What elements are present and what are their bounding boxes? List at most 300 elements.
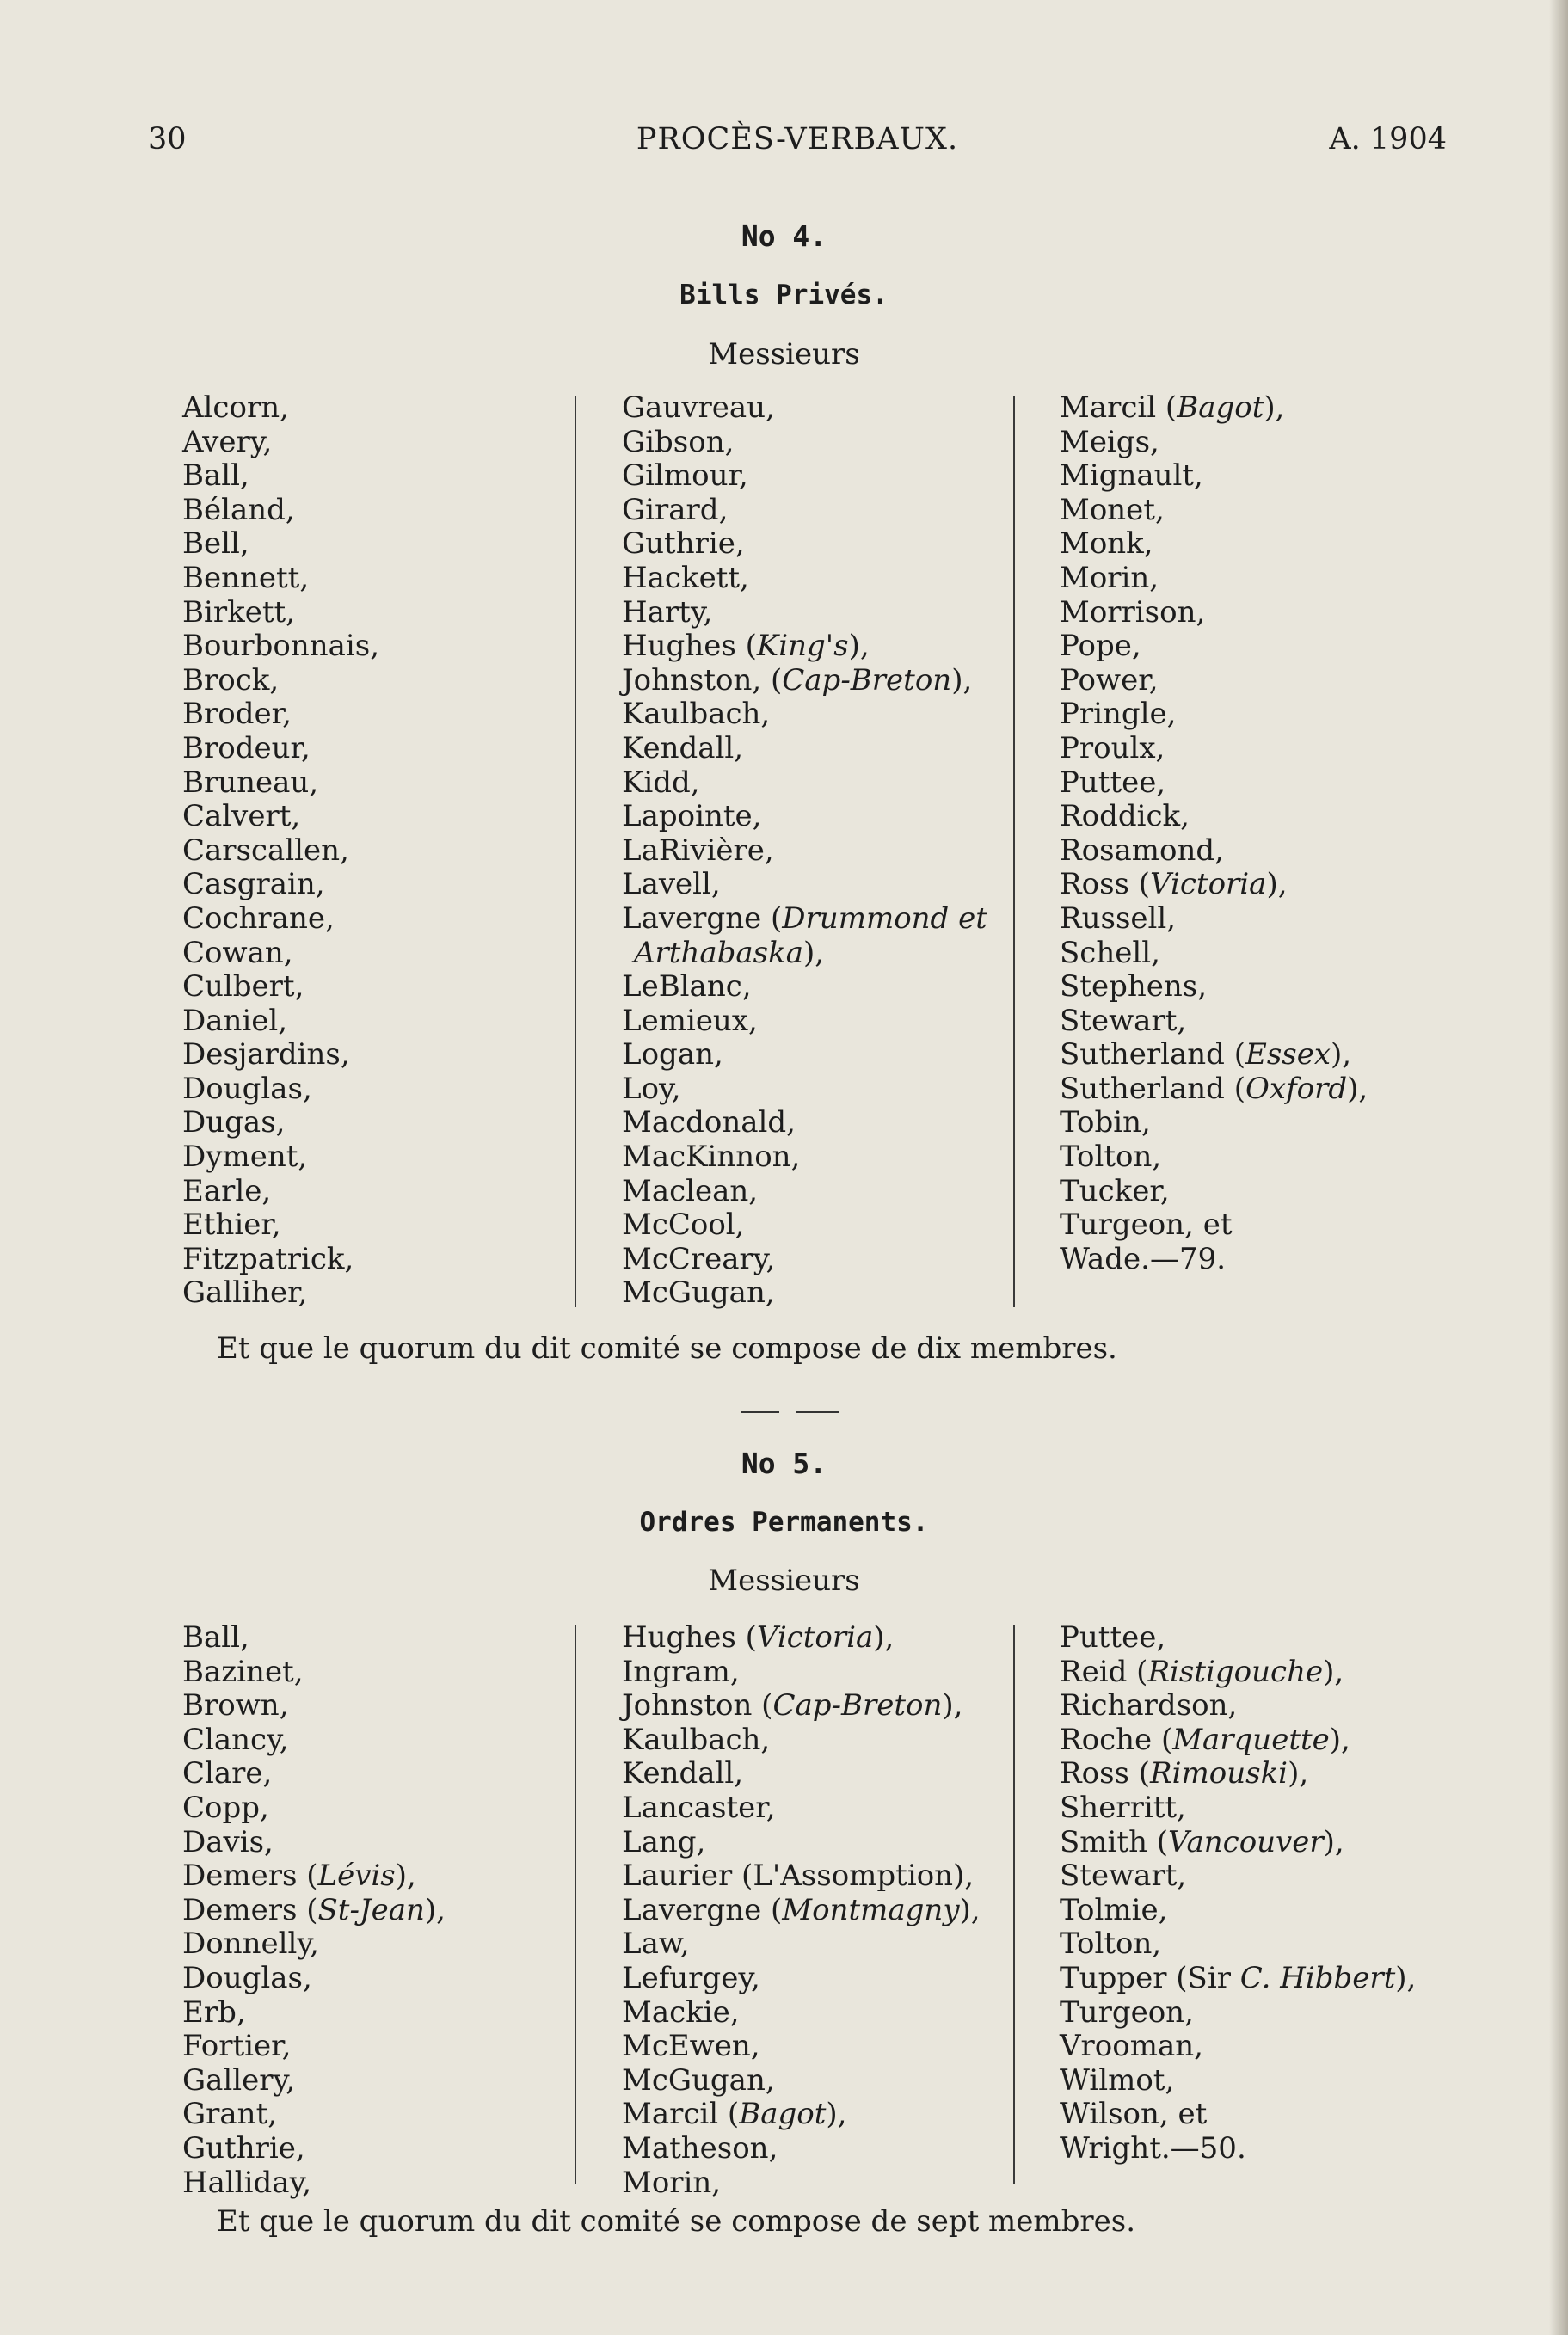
member-name bbox=[1060, 1859, 1416, 1894]
member-name bbox=[1060, 1621, 1416, 1656]
riding-qualifier: Oxford bbox=[1245, 1071, 1348, 1106]
member-surname: Marcil ( bbox=[622, 2097, 740, 2132]
member-surname: Casgrain, bbox=[182, 867, 325, 902]
member-name bbox=[182, 2132, 446, 2166]
riding-qualifier: Lévis bbox=[317, 1859, 396, 1894]
member-surname: Kidd, bbox=[622, 765, 700, 800]
member-surname: Meigs, bbox=[1060, 424, 1159, 459]
member-name bbox=[622, 1996, 981, 2031]
member-name bbox=[182, 391, 379, 426]
punctuation: ), bbox=[951, 662, 973, 697]
punctuation: ), bbox=[959, 1892, 981, 1927]
member-surname: Guthrie, bbox=[622, 526, 745, 562]
member-surname: Law, bbox=[622, 1926, 690, 1962]
member-name bbox=[622, 527, 987, 562]
member-surname: Ethier, bbox=[182, 1207, 281, 1243]
member-surname: Bazinet, bbox=[182, 1654, 304, 1689]
member-surname: Brock, bbox=[182, 662, 280, 697]
member-name bbox=[182, 1962, 446, 1996]
member-name bbox=[622, 800, 987, 834]
member-name bbox=[622, 937, 987, 971]
member-name bbox=[622, 697, 987, 732]
member-surname: Lavergne ( bbox=[622, 1892, 783, 1927]
member-name bbox=[182, 2098, 446, 2132]
member-surname: Cowan, bbox=[182, 935, 293, 970]
riding-qualifier: Cap-Breton bbox=[782, 662, 952, 697]
member-name bbox=[1060, 426, 1368, 460]
member-column-3 bbox=[1060, 391, 1368, 1276]
member-name bbox=[622, 1724, 981, 1758]
member-name bbox=[1060, 1689, 1416, 1724]
member-surname: Mignault, bbox=[1060, 458, 1203, 494]
member-name bbox=[622, 2030, 981, 2064]
riding-qualifier: Arthabaska bbox=[634, 935, 803, 970]
member-name bbox=[182, 1106, 379, 1140]
member-name bbox=[182, 800, 379, 834]
member-name bbox=[182, 2064, 446, 2098]
running-title: PROCÈS-VERBAUX. bbox=[636, 122, 959, 157]
member-name bbox=[622, 2166, 981, 2201]
member-surname: Lavergne ( bbox=[622, 900, 783, 936]
member-column-2 bbox=[622, 1621, 981, 2200]
riding-qualifier: Rimouski bbox=[1150, 1756, 1288, 1791]
member-name bbox=[1060, 868, 1368, 902]
riding-qualifier: Victoria bbox=[756, 1620, 874, 1655]
quorum-statement: Et que le quorum du dit comité se compose de dix membres. bbox=[217, 1331, 1117, 1366]
punctuation: ), bbox=[942, 1688, 963, 1724]
member-surname: Schell, bbox=[1060, 935, 1160, 970]
member-name bbox=[182, 1140, 379, 1175]
member-name bbox=[1060, 2064, 1416, 2098]
member-surname: Kaulbach, bbox=[622, 697, 771, 732]
member-surname: Sherritt, bbox=[1060, 1790, 1186, 1825]
section-subheading: Messieurs bbox=[708, 337, 860, 372]
member-name bbox=[1060, 596, 1368, 630]
riding-qualifier: Montmagny bbox=[782, 1892, 960, 1927]
member-name bbox=[622, 1106, 987, 1140]
member-surname: Stewart, bbox=[1060, 1859, 1187, 1894]
member-name bbox=[182, 1038, 379, 1072]
member-surname: Morin, bbox=[622, 2165, 722, 2200]
member-column-1 bbox=[182, 391, 379, 1311]
member-surname: Tolton, bbox=[1060, 1140, 1162, 1175]
member-column-1 bbox=[182, 1621, 446, 2200]
column-divider bbox=[575, 1625, 576, 2184]
punctuation: ), bbox=[424, 1892, 446, 1927]
punctuation: ), bbox=[1266, 867, 1288, 902]
punctuation: ), bbox=[873, 1620, 895, 1655]
member-surname: Fortier, bbox=[182, 2029, 292, 2064]
member-surname: Douglas, bbox=[182, 1071, 312, 1106]
member-name bbox=[1060, 1243, 1368, 1277]
member-surname: Tobin, bbox=[1060, 1105, 1151, 1140]
member-name bbox=[182, 1757, 446, 1791]
member-surname: Alcorn, bbox=[182, 390, 289, 425]
member-surname: Copp, bbox=[182, 1790, 269, 1825]
column-divider bbox=[575, 396, 576, 1307]
header-year: A. 1904 bbox=[1329, 122, 1447, 157]
member-surname: Douglas, bbox=[182, 1960, 312, 1995]
member-name bbox=[182, 1894, 446, 1928]
member-name bbox=[182, 902, 379, 937]
member-name bbox=[622, 1927, 981, 1962]
member-surname: Wilmot, bbox=[1060, 2062, 1175, 2098]
member-name bbox=[622, 459, 987, 494]
member-surname: LeBlanc, bbox=[622, 969, 752, 1005]
member-surname: Avery, bbox=[182, 424, 273, 459]
member-surname: Morrison, bbox=[1060, 594, 1206, 630]
member-surname: Stephens, bbox=[1060, 969, 1208, 1005]
member-surname: Monk, bbox=[1060, 526, 1153, 562]
member-surname: Lavell, bbox=[622, 867, 721, 902]
member-name bbox=[622, 732, 987, 766]
member-name bbox=[1060, 2132, 1416, 2166]
member-surname: Lapointe, bbox=[622, 799, 762, 834]
member-name bbox=[622, 562, 987, 596]
member-name bbox=[182, 1005, 379, 1039]
section-number: No 4. bbox=[741, 219, 827, 253]
member-surname: Marcil ( bbox=[1060, 390, 1178, 425]
riding-qualifier: Bagot bbox=[1177, 390, 1264, 425]
member-surname: Macdonald, bbox=[622, 1105, 796, 1140]
member-surname: Earle, bbox=[182, 1173, 272, 1208]
riding-qualifier: Marquette bbox=[1172, 1722, 1330, 1757]
page-number: 30 bbox=[148, 122, 187, 157]
member-surname: Puttee, bbox=[1060, 765, 1166, 800]
member-surname: Matheson, bbox=[622, 2130, 778, 2166]
member-name bbox=[622, 2132, 981, 2166]
section-separator bbox=[741, 1411, 779, 1413]
member-surname: Kendall, bbox=[622, 1756, 744, 1791]
member-surname: Wade.—79. bbox=[1060, 1241, 1227, 1276]
member-name bbox=[622, 1689, 981, 1724]
member-name bbox=[182, 2030, 446, 2064]
punctuation: ), bbox=[1288, 1756, 1309, 1791]
member-name bbox=[622, 868, 987, 902]
column-divider bbox=[1013, 1625, 1015, 2184]
punctuation: ), bbox=[1347, 1071, 1368, 1106]
member-surname: Tupper (Sir bbox=[1060, 1960, 1240, 1995]
member-surname: Demers ( bbox=[182, 1859, 318, 1894]
member-name bbox=[182, 494, 379, 528]
member-surname: MacKinnon, bbox=[622, 1140, 801, 1175]
member-surname: Tolmie, bbox=[1060, 1892, 1168, 1927]
member-surname: Puttee, bbox=[1060, 1620, 1166, 1655]
member-name bbox=[622, 1038, 987, 1072]
member-name bbox=[182, 1621, 446, 1656]
punctuation: ), bbox=[1395, 1960, 1417, 1995]
member-surname: Cochrane, bbox=[182, 900, 335, 936]
punctuation: ), bbox=[803, 935, 825, 970]
member-surname: Lang, bbox=[622, 1824, 706, 1859]
member-name bbox=[1060, 766, 1368, 801]
member-name bbox=[622, 1072, 987, 1107]
member-column-2 bbox=[622, 391, 987, 1311]
member-surname: McCreary, bbox=[622, 1241, 776, 1276]
member-surname: Gallery, bbox=[182, 2062, 296, 2098]
member-name bbox=[182, 970, 379, 1005]
member-surname: Galliher, bbox=[182, 1275, 308, 1311]
member-surname: Roche ( bbox=[1060, 1722, 1173, 1757]
member-surname: Pringle, bbox=[1060, 697, 1177, 732]
member-name bbox=[622, 1791, 981, 1826]
member-surname: Pope, bbox=[1060, 629, 1141, 664]
member-surname: Calvert, bbox=[182, 799, 301, 834]
member-surname: Ross ( bbox=[1060, 1756, 1151, 1791]
member-name bbox=[1060, 834, 1368, 869]
member-name bbox=[182, 697, 379, 732]
member-surname: Ingram, bbox=[622, 1654, 740, 1689]
member-surname: Dugas, bbox=[182, 1105, 286, 1140]
member-surname: Rosamond, bbox=[1060, 833, 1224, 868]
section-number: No 5. bbox=[741, 1447, 827, 1480]
member-surname: Ross ( bbox=[1060, 867, 1151, 902]
member-name bbox=[182, 562, 379, 596]
member-surname: Gibson, bbox=[622, 424, 735, 459]
member-name bbox=[1060, 664, 1368, 698]
member-surname: Clancy, bbox=[182, 1722, 289, 1757]
member-surname: Vrooman, bbox=[1060, 2029, 1203, 2064]
member-name bbox=[1060, 1791, 1416, 1826]
page-header bbox=[148, 122, 1447, 165]
punctuation: ), bbox=[1323, 1654, 1344, 1689]
member-name bbox=[1060, 2030, 1416, 2064]
member-name bbox=[622, 2098, 981, 2132]
member-surname: Lefurgey, bbox=[622, 1960, 760, 1995]
riding-qualifier: C. Hibbert bbox=[1239, 1960, 1396, 1995]
member-name bbox=[1060, 1996, 1416, 2031]
member-surname: Girard, bbox=[622, 492, 729, 527]
member-name bbox=[182, 1656, 446, 1690]
member-name bbox=[182, 1276, 379, 1311]
member-name bbox=[622, 630, 987, 664]
member-name bbox=[622, 1243, 987, 1277]
member-name bbox=[182, 1859, 446, 1894]
member-surname: Ball, bbox=[182, 1620, 249, 1655]
member-name bbox=[1060, 1826, 1416, 1860]
member-surname: Loy, bbox=[622, 1071, 681, 1106]
member-name bbox=[182, 1826, 446, 1860]
member-name bbox=[182, 2166, 446, 2201]
member-name bbox=[182, 1208, 379, 1243]
member-name bbox=[182, 1072, 379, 1107]
member-surname: Hughes ( bbox=[622, 629, 757, 664]
member-name bbox=[622, 902, 987, 937]
punctuation: ), bbox=[1331, 1037, 1352, 1072]
member-surname: Hackett, bbox=[622, 560, 749, 595]
member-name bbox=[622, 1621, 981, 1656]
member-surname: Turgeon, et bbox=[1060, 1207, 1233, 1243]
member-name bbox=[182, 1927, 446, 1962]
member-name bbox=[1060, 697, 1368, 732]
punctuation: ), bbox=[826, 2097, 847, 2132]
member-surname: Maclean, bbox=[622, 1173, 759, 1208]
member-name bbox=[1060, 1656, 1416, 1690]
punctuation: ), bbox=[848, 629, 870, 664]
riding-qualifier: Essex bbox=[1245, 1037, 1331, 1072]
member-surname: Gilmour, bbox=[622, 458, 748, 494]
member-surname: Lemieux, bbox=[622, 1003, 758, 1038]
quorum-statement: Et que le quorum du dit comité se compose de sept membres. bbox=[217, 2204, 1136, 2239]
member-name bbox=[622, 1140, 987, 1175]
member-surname: Tucker, bbox=[1060, 1173, 1170, 1208]
member-column-3 bbox=[1060, 1621, 1416, 2166]
member-name bbox=[622, 766, 987, 801]
member-name bbox=[622, 391, 987, 426]
section-title: Bills Privés. bbox=[679, 280, 889, 310]
member-name bbox=[622, 1826, 981, 1860]
member-surname: Kaulbach, bbox=[622, 1722, 771, 1757]
member-name bbox=[1060, 459, 1368, 494]
member-surname: Morin, bbox=[1060, 560, 1159, 595]
riding-qualifier: Ristigouche bbox=[1147, 1654, 1324, 1689]
section-title: Ordres Permanents. bbox=[639, 1507, 929, 1538]
member-surname: McCool, bbox=[622, 1207, 745, 1243]
member-surname: Harty, bbox=[622, 594, 713, 630]
member-surname: Wright.—50. bbox=[1060, 2130, 1246, 2166]
member-surname: Gauvreau, bbox=[622, 390, 775, 425]
member-name bbox=[1060, 1724, 1416, 1758]
member-name bbox=[182, 732, 379, 766]
member-name bbox=[182, 766, 379, 801]
member-name bbox=[1060, 1072, 1368, 1107]
member-surname: Demers ( bbox=[182, 1892, 318, 1927]
member-name bbox=[182, 834, 379, 869]
member-name bbox=[182, 1243, 379, 1277]
member-name bbox=[622, 1894, 981, 1928]
member-name bbox=[1060, 494, 1368, 528]
section-subheading: Messieurs bbox=[708, 1564, 860, 1598]
member-surname: Carscallen, bbox=[182, 833, 349, 868]
member-surname: Guthrie, bbox=[182, 2130, 305, 2166]
member-name bbox=[182, 630, 379, 664]
member-surname: Kendall, bbox=[622, 730, 744, 765]
member-name bbox=[182, 1689, 446, 1724]
member-surname: Turgeon, bbox=[1060, 1994, 1194, 2030]
member-name bbox=[1060, 1038, 1368, 1072]
member-name bbox=[622, 2064, 981, 2098]
member-surname: Russell, bbox=[1060, 900, 1177, 936]
member-surname: McGugan, bbox=[622, 1275, 775, 1311]
member-name bbox=[1060, 1962, 1416, 1996]
member-name bbox=[1060, 630, 1368, 664]
riding-qualifier: Cap-Breton bbox=[772, 1688, 943, 1724]
riding-qualifier: Vancouver bbox=[1168, 1824, 1324, 1859]
member-name bbox=[1060, 937, 1368, 971]
punctuation: ), bbox=[1323, 1824, 1344, 1859]
member-name bbox=[622, 970, 987, 1005]
member-name bbox=[1060, 1175, 1368, 1209]
member-surname: Bennett, bbox=[182, 560, 310, 595]
member-surname: Clare, bbox=[182, 1756, 273, 1791]
member-surname: Lancaster, bbox=[622, 1790, 776, 1825]
riding-qualifier: St-Jean bbox=[317, 1892, 425, 1927]
member-surname: Culbert, bbox=[182, 969, 304, 1005]
member-surname: Reid ( bbox=[1060, 1654, 1148, 1689]
member-name bbox=[622, 1656, 981, 1690]
member-surname: Béland, bbox=[182, 492, 295, 527]
member-surname: LaRivière, bbox=[622, 833, 774, 868]
member-name bbox=[182, 1791, 446, 1826]
member-surname: Donnelly, bbox=[182, 1926, 319, 1962]
member-name bbox=[182, 596, 379, 630]
member-surname: McGugan, bbox=[622, 2062, 775, 2098]
member-surname: Erb, bbox=[182, 1994, 246, 2030]
member-surname: Bell, bbox=[182, 526, 249, 562]
punctuation: ), bbox=[395, 1859, 416, 1894]
member-surname: Stewart, bbox=[1060, 1003, 1187, 1038]
member-name bbox=[1060, 1140, 1368, 1175]
member-surname: McEwen, bbox=[622, 2029, 760, 2064]
riding-qualifier: Drummond et bbox=[782, 900, 987, 936]
member-name bbox=[622, 1757, 981, 1791]
member-name bbox=[622, 494, 987, 528]
member-surname: Hughes ( bbox=[622, 1620, 757, 1655]
member-surname: Sutherland ( bbox=[1060, 1037, 1246, 1072]
member-surname: Dyment, bbox=[182, 1140, 308, 1175]
member-name bbox=[622, 1276, 987, 1311]
punctuation: ), bbox=[1264, 390, 1285, 425]
member-surname: Wilson, et bbox=[1060, 2097, 1208, 2132]
member-name bbox=[1060, 1208, 1368, 1243]
member-surname: Davis, bbox=[182, 1824, 274, 1859]
member-name bbox=[1060, 527, 1368, 562]
riding-qualifier: King's bbox=[756, 629, 849, 664]
member-name bbox=[622, 1962, 981, 1996]
member-name bbox=[182, 868, 379, 902]
member-surname: Halliday, bbox=[182, 2165, 312, 2200]
member-surname: Brodeur, bbox=[182, 730, 311, 765]
member-surname: Desjardins, bbox=[182, 1037, 350, 1072]
member-name bbox=[1060, 1927, 1416, 1962]
member-name bbox=[622, 596, 987, 630]
member-name bbox=[622, 664, 987, 698]
member-name bbox=[182, 937, 379, 971]
member-surname: Tolton, bbox=[1060, 1926, 1162, 1962]
member-name bbox=[1060, 1005, 1368, 1039]
member-surname: Logan, bbox=[622, 1037, 723, 1072]
member-name bbox=[622, 1175, 987, 1209]
member-surname: Laurier (L'Assomption), bbox=[622, 1859, 975, 1894]
member-name bbox=[1060, 800, 1368, 834]
member-name bbox=[1060, 391, 1368, 426]
member-surname: Fitzpatrick, bbox=[182, 1241, 354, 1276]
member-name bbox=[1060, 1894, 1416, 1928]
member-name bbox=[182, 426, 379, 460]
member-surname: Grant, bbox=[182, 2097, 278, 2132]
riding-qualifier: Victoria bbox=[1150, 867, 1267, 902]
member-surname: Roddick, bbox=[1060, 799, 1190, 834]
column-divider bbox=[1013, 396, 1015, 1307]
member-name bbox=[1060, 1757, 1416, 1791]
member-name bbox=[622, 426, 987, 460]
member-surname: Johnston ( bbox=[622, 1688, 773, 1724]
member-surname: Ball, bbox=[182, 458, 249, 494]
member-surname: Monet, bbox=[1060, 492, 1165, 527]
member-name bbox=[1060, 562, 1368, 596]
member-name bbox=[622, 1859, 981, 1894]
member-surname: Broder, bbox=[182, 697, 292, 732]
member-name bbox=[182, 1996, 446, 2031]
member-surname: Johnston, ( bbox=[622, 662, 783, 697]
member-surname: Power, bbox=[1060, 662, 1159, 697]
member-name bbox=[622, 1005, 987, 1039]
member-name bbox=[1060, 732, 1368, 766]
member-name bbox=[182, 664, 379, 698]
member-surname: Bourbonnais, bbox=[182, 629, 380, 664]
member-name bbox=[1060, 902, 1368, 937]
member-surname: Smith ( bbox=[1060, 1824, 1169, 1859]
